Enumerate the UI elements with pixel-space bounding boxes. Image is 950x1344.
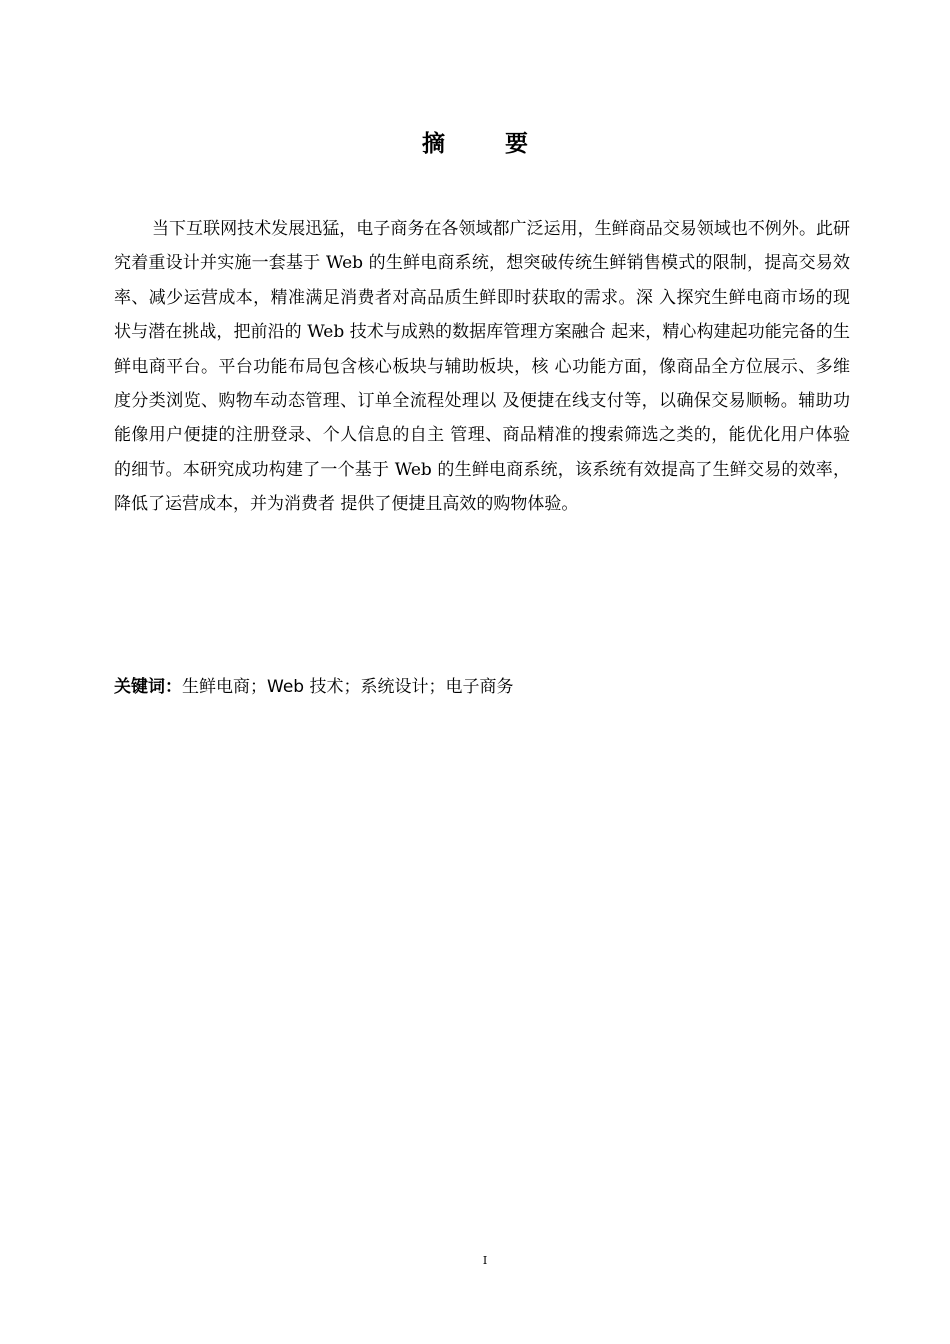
keywords-text: 生鲜电商；Web 技术；系统设计；电子商务 [182, 677, 514, 697]
page-number: I [482, 1254, 488, 1267]
keywords-line [114, 673, 513, 701]
abstract-body: 当下互联网技术发展迅猛，电子商务在各领域都广泛运用，生鲜商品交易领域也不例外。此研究着重设计并实施一套基于 Web 的生鲜电商系统，想突破传统生鲜销售模式的限制，提高交易效率、减少运营成本，精准满足消费者对高品质生鲜即时获取的需求。深 入探究生鲜电商市场的现状与潜在挑战，把前沿的 Web 技术与成熟的数据库管理方案融合 起来，精心构建起功能完备的生鲜电商平台。平台功能布局包含核心板块与辅助板块，核 心功能方面，像商品全方位展示、多维度分类浏览、购物车动态管理、订单全流程处理以 及便捷在线支付等，以确保交易顺畅。辅助功能像用户便捷的注册登录、个人信息的自主 管理、商品精准的搜索筛选之类的，能优化用户体验的细节。本研究成功构建了一个基于 Web 的生鲜电商系统，该系统有效提高了生鲜交易的效率，降低了运营成本，并为消费者 提供了便捷且高效的购物体验。 [114, 219, 850, 515]
abstract-title: 摘 要 [421, 130, 554, 157]
keywords-label: 关键词： [114, 677, 182, 697]
